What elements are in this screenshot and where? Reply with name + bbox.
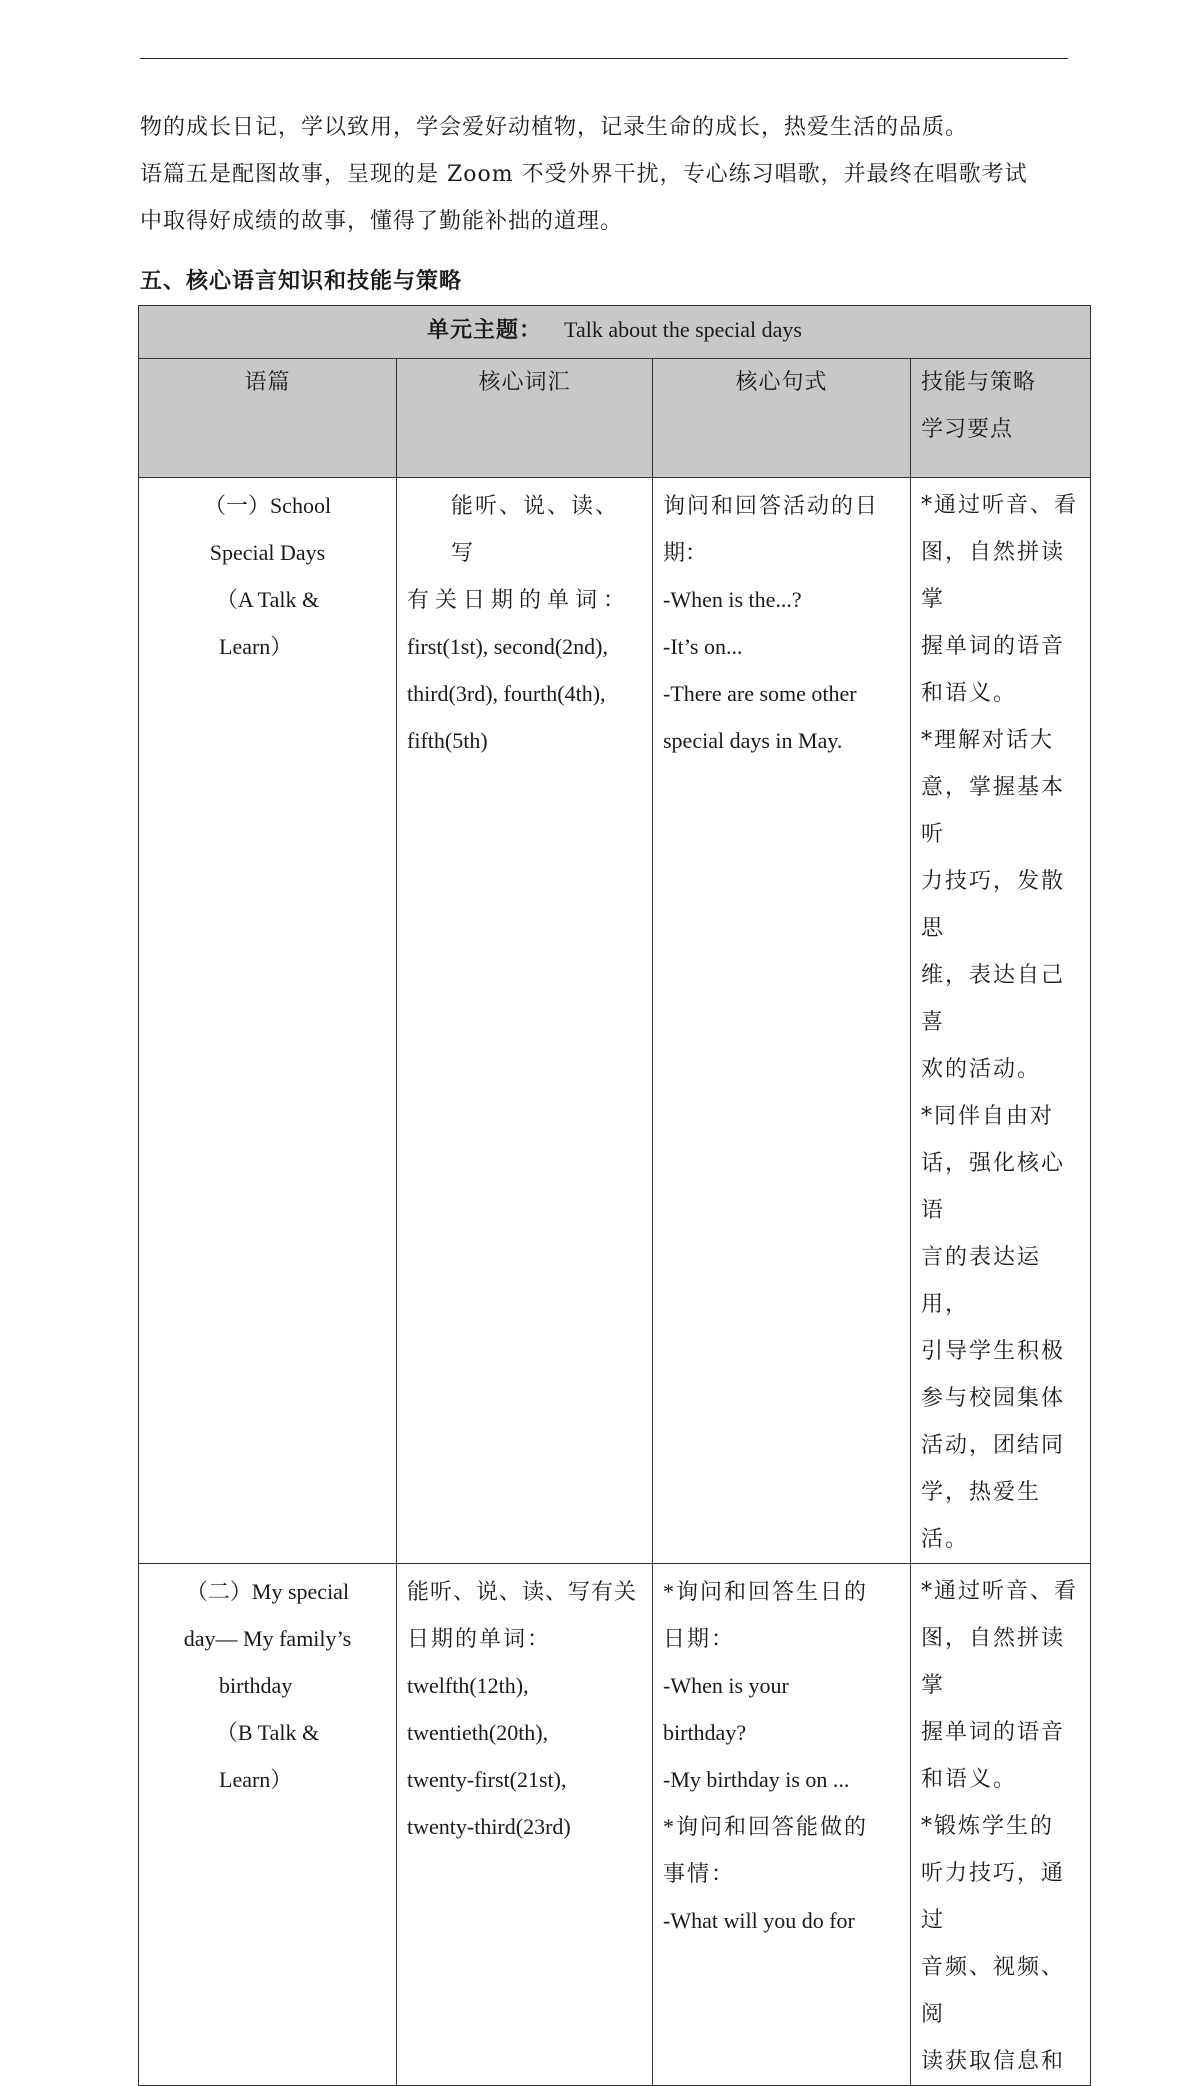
row2-text-line: birthday xyxy=(219,1673,293,1698)
row1-skill-line: 和语义。 xyxy=(921,681,1018,706)
row1-text-line: （一）School xyxy=(203,493,332,518)
row1-text-line: Special Days xyxy=(209,540,326,565)
row1-skill-line: *同伴自由对 xyxy=(921,1104,1055,1129)
intro-line-2: 语篇五是配图故事，呈现的是 Zoom 不受外界干扰，专心练习唱歌，并最终在唱歌考试 xyxy=(140,162,1028,187)
row1-vocab-line: 能听、说、读、写 xyxy=(451,493,620,565)
header-vocab: 核心词汇 xyxy=(397,359,653,478)
row1-vocab-line: 有关日期的单词： xyxy=(407,587,632,612)
row2-text xyxy=(139,1564,397,2086)
row2-skill-line: 读获取信息和 xyxy=(921,2049,1066,2074)
core-knowledge-table xyxy=(138,305,1091,2086)
theme-label: 单元主题： xyxy=(427,317,543,343)
row2-sentence-line: *询问和回答生日的 xyxy=(663,1579,869,1604)
row2-sentence-line: -My birthday is on ... xyxy=(663,1767,850,1792)
row2-sentences xyxy=(653,1564,911,2086)
row2-text-line: （B Talk & xyxy=(215,1720,320,1745)
row1-skill-line: 维，表达自己喜 xyxy=(921,963,1066,1035)
header-text: 语篇 xyxy=(139,359,397,478)
row2-vocab-line: twentieth(20th), xyxy=(407,1720,549,1745)
row2-text-line: （二）My special xyxy=(185,1579,350,1604)
row1-sentence-line: special days in May. xyxy=(663,728,843,753)
row1-sentence-line: -There are some other xyxy=(663,681,857,706)
row2-text-line: Learn） xyxy=(219,1767,293,1792)
row1-skill-line: 参与校园集体 xyxy=(921,1386,1066,1411)
row2-skill-line: *锻炼学生的 xyxy=(921,1814,1055,1839)
row1-skill-line: 活动，团结同 xyxy=(921,1433,1066,1458)
row2-vocab-line: twenty-first(21st), xyxy=(407,1767,567,1792)
row2-skill-line: 音频、视频、阅 xyxy=(921,1955,1066,2027)
row1-skill-line: *理解对话大 xyxy=(921,728,1055,753)
row1-text-line: Learn） xyxy=(219,634,293,659)
theme-value: Talk about the special days xyxy=(564,317,802,342)
row2-sentence-line: -When is your xyxy=(663,1673,789,1698)
row2-skill-line: 图，自然拼读掌 xyxy=(921,1626,1066,1698)
row2-sentence-line: 日期： xyxy=(663,1626,736,1651)
row2-text-line: day— My family’s xyxy=(183,1626,352,1651)
header-row xyxy=(139,359,1091,478)
row2-skill-line: *通过听音、看 xyxy=(921,1579,1079,1604)
row1-skill-line: 话，强化核心语 xyxy=(921,1151,1066,1223)
row1-vocab xyxy=(397,478,653,1564)
row1-skill-line: *通过听音、看 xyxy=(921,493,1079,518)
row2-sentence-line: birthday? xyxy=(663,1720,747,1745)
row1-vocab-line: third(3rd), fourth(4th), xyxy=(407,681,606,706)
row1-sentences xyxy=(653,478,911,1564)
row2-vocab-line: 日期的单词： xyxy=(407,1626,552,1651)
theme-row xyxy=(139,306,1091,359)
row1-sentence-line: 询问和回答活动的日 xyxy=(663,493,880,518)
row1-sentence-line: -When is the...? xyxy=(663,587,802,612)
row1-sentence-line: -It’s on... xyxy=(663,634,743,659)
row2-skill-line: 听力技巧，通过 xyxy=(921,1861,1066,1933)
row1-skill-line: 言的表达运用， xyxy=(921,1245,1042,1317)
row2-skills xyxy=(911,1564,1091,2086)
intro-line-3: 中取得好成绩的故事，懂得了勤能补拙的道理。 xyxy=(140,209,624,234)
header-sentences: 核心句式 xyxy=(653,359,911,478)
row1-skill-line: 学，热爱生活。 xyxy=(921,1480,1042,1552)
row2-sentence-line: *询问和回答能做的 xyxy=(663,1814,869,1839)
row1-skill-line: 图，自然拼读掌 xyxy=(921,540,1066,612)
row2-skill-line: 握单词的语音 xyxy=(921,1720,1066,1745)
row1-text xyxy=(139,478,397,1564)
theme-cell xyxy=(139,306,1091,359)
row2-sentence-line: 事情： xyxy=(663,1861,736,1886)
table-row xyxy=(139,1564,1091,2086)
row1-skill-line: 意，掌握基本听 xyxy=(921,775,1066,847)
row1-vocab-line: first(1st), second(2nd), xyxy=(407,634,609,659)
row2-sentence-line: -What will you do for xyxy=(663,1908,855,1933)
row2-vocab-line: 能听、说、读、写有关 xyxy=(407,1579,638,1604)
row1-skills xyxy=(911,478,1091,1564)
row1-sentence-line: 期： xyxy=(663,540,708,565)
intro-line-1: 物的成长日记，学以致用，学会爱好动植物，记录生命的成长，热爱生活的品质。 xyxy=(140,115,969,140)
row1-skill-line: 握单词的语音 xyxy=(921,634,1066,659)
row2-skill-line: 和语义。 xyxy=(921,1767,1018,1792)
row1-skill-line: 引导学生积极 xyxy=(921,1339,1066,1364)
table-row xyxy=(139,478,1091,1564)
header-skills-line-2: 学习要点 xyxy=(921,417,1014,442)
row2-vocab-line: twelfth(12th), xyxy=(407,1673,529,1698)
row1-skill-line: 力技巧，发散思 xyxy=(921,869,1066,941)
header-skills-line-1: 技能与策略 xyxy=(921,370,1037,395)
row1-vocab-line: fifth(5th) xyxy=(407,728,488,753)
row2-vocab-line: twenty-third(23rd) xyxy=(407,1814,571,1839)
row2-vocab xyxy=(397,1564,653,2086)
section-heading: 五、核心语言知识和技能与策略 xyxy=(140,268,463,294)
row1-text-line: （A Talk & xyxy=(215,587,320,612)
header-skills xyxy=(911,359,1091,478)
header-rule xyxy=(140,58,1068,59)
row1-skill-line: 欢的活动。 xyxy=(921,1057,1042,1082)
